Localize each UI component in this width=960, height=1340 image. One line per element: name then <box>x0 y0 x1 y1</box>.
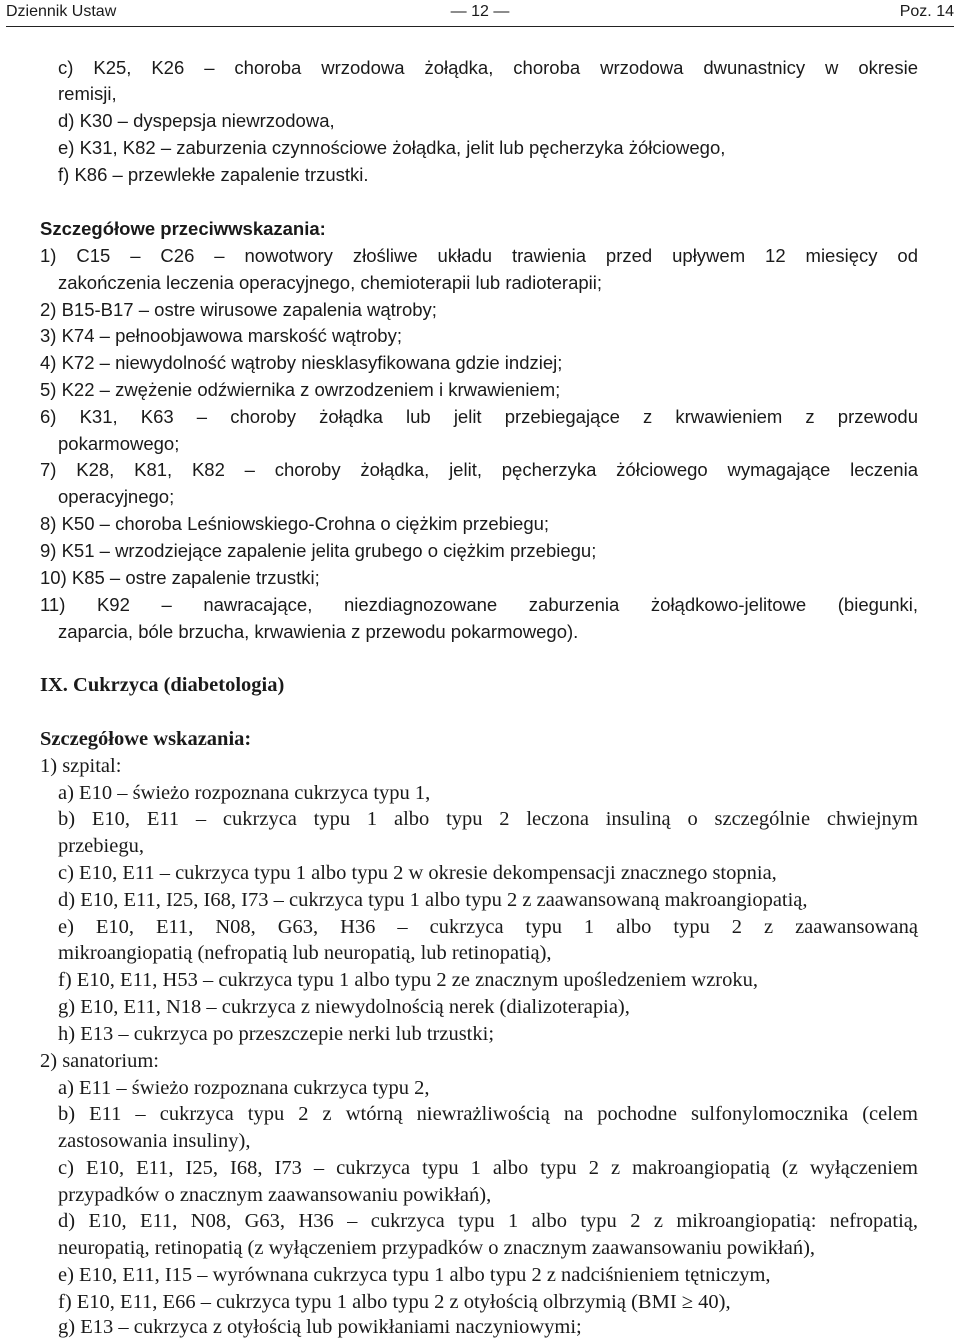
list-item-continuation: pokarmowego; <box>58 433 180 454</box>
page-number: — 12 — <box>450 3 510 20</box>
list-item: 6) K31, K63 – choroby żołądka lub jelit przebiegające z krwawieniem z przewodu <box>40 406 918 427</box>
list-item: 10) K85 – ostre zapalenie trzustki; <box>40 567 320 588</box>
section-number: IX. <box>40 674 68 696</box>
list-item-continuation: remisji, <box>58 83 117 104</box>
list-item: g) E10, E11, N18 – cukrzyca z niewydolnością nerek (dializoterapia), <box>58 996 630 1018</box>
list-item: f) K86 – przewlekłe zapalenie trzustki. <box>58 164 369 185</box>
list-item: 4) K72 – niewydolność wątroby niesklasyfikowana gdzie indziej; <box>40 352 563 373</box>
list-item: e) E10, E11, I15 – wyrównana cukrzyca typu 1 albo typu 2 z nadciśnieniem tętniczym, <box>58 1264 771 1286</box>
list-item: 2) sanatorium: <box>40 1050 159 1072</box>
list-item-continuation: zaparcia, bóle brzucha, krwawienia z przewodu pokarmowego). <box>58 621 579 642</box>
list-item: 1) szpital: <box>40 755 122 777</box>
page-header <box>6 0 954 27</box>
journal-name: Dziennik Ustaw <box>6 3 117 20</box>
list-item: c) K25, K26 – choroba wrzodowa żołądka, choroba wrzodowa dwunastnicy w okresie <box>58 57 918 78</box>
list-item-continuation: operacyjnego; <box>58 486 175 507</box>
list-item-continuation: przebiegu, <box>58 835 144 857</box>
list-item: 9) K51 – wrzodziejące zapalenie jelita grubego o ciężkim przebiegu; <box>40 540 597 561</box>
list-item: d) K30 – dyspepsja niewrzodowa, <box>58 110 335 131</box>
list-item: 5) K22 – zwężenie odźwiernika z owrzodzeniem i krwawieniem; <box>40 379 561 400</box>
list-item: d) E10, E11, N08, G63, H36 – cukrzyca typu 1 albo typu 2 z mikroangiopatią: nefropatią, <box>58 1210 918 1232</box>
list-item: e) K31, K82 – zaburzenia czynnościowe żołądka, jelit lub pęcherzyka żółciowego, <box>58 137 726 158</box>
list-item: f) E10, E11, H53 – cukrzyca typu 1 albo typu 2 ze znacznym upośledzeniem wzroku, <box>58 969 759 991</box>
list-item: b) E11 – cukrzyca typu 2 z wtórną niewrażliwością na pochodne sulfonylomocznika (celem <box>58 1103 918 1125</box>
list-item: 7) K28, K81, K82 – choroby żołądka, jelit, pęcherzyka żółciowego wymagające leczenia <box>40 459 918 480</box>
list-item: c) E10, E11, I25, I68, I73 – cukrzyca typu 1 albo typu 2 z makroangiopatią (z wyłączeniem <box>58 1157 918 1179</box>
list-item: h) E13 – cukrzyca po przeszczepie nerki lub trzustki; <box>58 1023 495 1045</box>
list-item-continuation: zastosowania insuliny), <box>58 1130 251 1152</box>
list-item: c) E10, E11 – cukrzyca typu 1 albo typu 2 w okresie dekompensacji znacznego stopnia, <box>58 862 777 884</box>
list-item: 8) K50 – choroba Leśniowskiego-Crohna o ciężkim przebiegu; <box>40 513 550 534</box>
list-item: d) E10, E11, I25, I68, I73 – cukrzyca typu 1 albo typu 2 z zaawansowaną makroangiopatią, <box>58 889 808 911</box>
list-item: 11) K92 – nawracające, niezdiagnozowane zaburzenia żołądkowo-jelitowe (biegunki, <box>40 594 918 615</box>
list-item-continuation: zakończenia leczenia operacyjnego, chemioterapii lub radioterapii; <box>58 272 603 293</box>
list-item: g) E13 – cukrzyca z otyłością lub powikłaniami naczyniowymi; <box>58 1316 582 1338</box>
list-item-continuation: przypadków o znacznym zaawansowaniu powikłań), <box>58 1184 492 1206</box>
list-item: 1) C15 – C26 – nowotwory złośliwe układu trawienia przed upływem 12 miesięcy od <box>40 245 918 266</box>
list-item-continuation: mikroangiopatią (nefropatią lub neuropatią, lub retinopatią), <box>58 942 552 964</box>
position-number: Poz. 14 <box>899 3 954 20</box>
list-item-continuation: neuropatią, retinopatią (z wyłączeniem przypadków o znacznym zaawansowaniu powikłań), <box>58 1237 816 1259</box>
list-item: 2) B15-B17 – ostre wirusowe zapalenia wątroby; <box>40 299 437 320</box>
list-item: f) E10, E11, E66 – cukrzyca typu 1 albo typu 2 z otyłością olbrzymią (BMI ≥ 40), <box>58 1291 731 1313</box>
indications-heading: Szczegółowe wskazania: <box>40 728 252 750</box>
list-item: a) E11 – świeżo rozpoznana cukrzyca typu 2, <box>58 1077 430 1099</box>
list-item: b) E10, E11 – cukrzyca typu 1 albo typu 2 leczona insuliną o szczególnie chwiejnym <box>58 808 918 830</box>
contraindications-heading: Szczegółowe przeciwwskazania: <box>40 218 326 239</box>
section-title: Cukrzyca (diabetologia) <box>73 674 285 696</box>
list-item: e) E10, E11, N08, G63, H36 – cukrzyca typu 1 albo typu 2 z zaawansowaną <box>58 916 918 938</box>
list-item: a) E10 – świeżo rozpoznana cukrzyca typu 1, <box>58 782 431 804</box>
list-item: 3) K74 – pełnoobjawowa marskość wątroby; <box>40 325 402 346</box>
